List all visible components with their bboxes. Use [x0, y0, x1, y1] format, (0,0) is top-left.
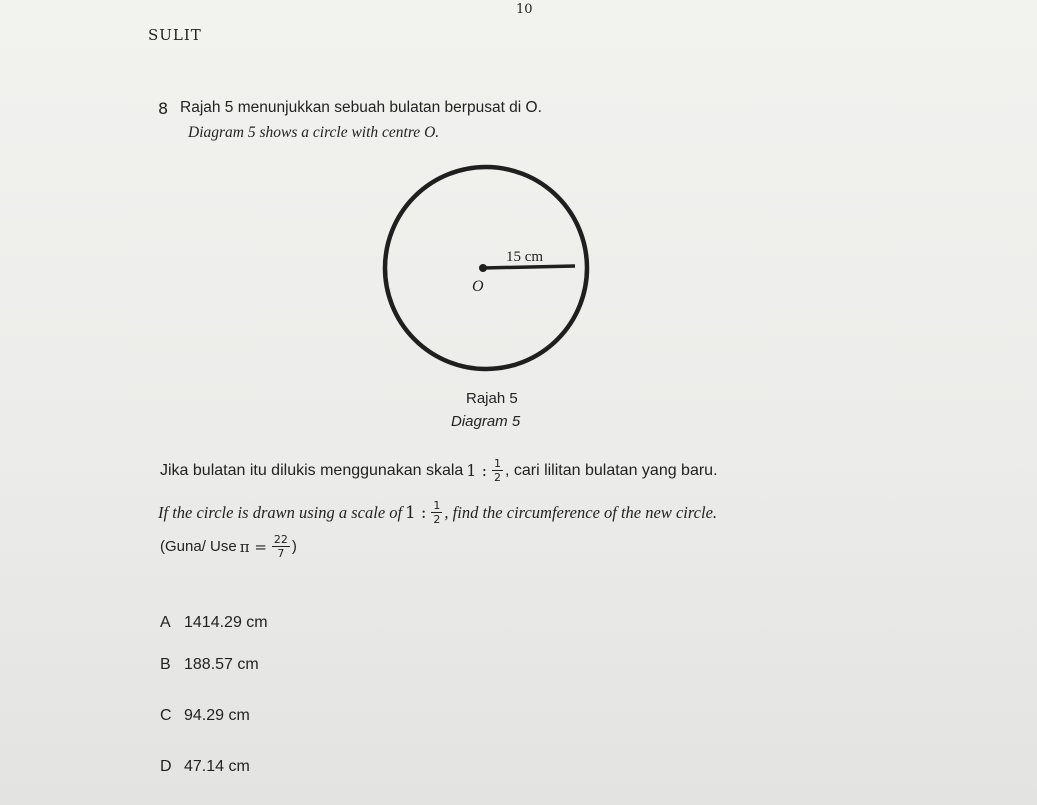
use-pi-suffix: ): [291, 538, 297, 555]
scale-numerator: 1: [493, 457, 501, 470]
diagram-caption-malay: Rajah 5: [466, 390, 518, 407]
option-c[interactable]: [160, 707, 250, 725]
scale-fraction: [492, 458, 503, 483]
option-letter: A: [160, 614, 171, 631]
scale-denominator: 2: [493, 471, 501, 484]
option-letter: B: [160, 656, 171, 673]
centre-label: O: [472, 278, 484, 295]
option-text: 188.57 cm: [184, 656, 259, 673]
pi-symbol: π =: [239, 537, 267, 556]
scale-numerator-english: 1: [433, 499, 441, 512]
diagram-caption-english: Diagram 5: [451, 413, 521, 430]
option-letter: C: [160, 707, 172, 724]
option-text: 94.29 cm: [184, 707, 250, 724]
use-pi-prefix: (Guna/ Use: [160, 538, 237, 555]
condition-english: [158, 500, 717, 525]
question-text-malay: Rajah 5 menunjukkan sebuah bulatan berpusat di O.: [180, 99, 542, 116]
option-a[interactable]: [160, 614, 268, 632]
pi-fraction: [272, 534, 290, 559]
scale-ratio-left-english: 1 :: [405, 503, 427, 522]
option-text: 47.14 cm: [184, 758, 250, 775]
circle-diagram: [375, 160, 615, 380]
condition-english-tail: , find the circumference of the new circle.: [444, 502, 718, 522]
option-d[interactable]: [160, 758, 250, 776]
radius-label: 15 cm: [506, 249, 544, 265]
centre-point: [479, 264, 487, 272]
scale-denominator-english: 2: [433, 513, 441, 526]
condition-english-text: If the circle is drawn using a scale of: [158, 502, 403, 522]
condition-malay-tail: , cari lilitan bulatan yang baru.: [504, 461, 718, 479]
pi-numerator: 22: [273, 533, 288, 546]
use-pi-instruction: [160, 534, 297, 559]
question-text-english: Diagram 5 shows a circle with centre O.: [188, 124, 440, 141]
page-number: 10: [516, 2, 533, 17]
pi-denominator: 7: [277, 547, 285, 560]
question-number: 8: [158, 99, 169, 118]
scale-ratio-left: 1 :: [466, 461, 487, 480]
condition-malay-text: Jika bulatan itu dilukis menggunakan skala: [160, 461, 464, 479]
option-text: 1414.29 cm: [184, 614, 268, 631]
condition-malay: [160, 458, 718, 483]
radius-line: [483, 266, 575, 268]
header-sulit: SULIT: [148, 26, 202, 44]
option-letter: D: [160, 758, 172, 775]
option-b[interactable]: [160, 656, 259, 674]
scale-fraction-english: [431, 500, 442, 525]
